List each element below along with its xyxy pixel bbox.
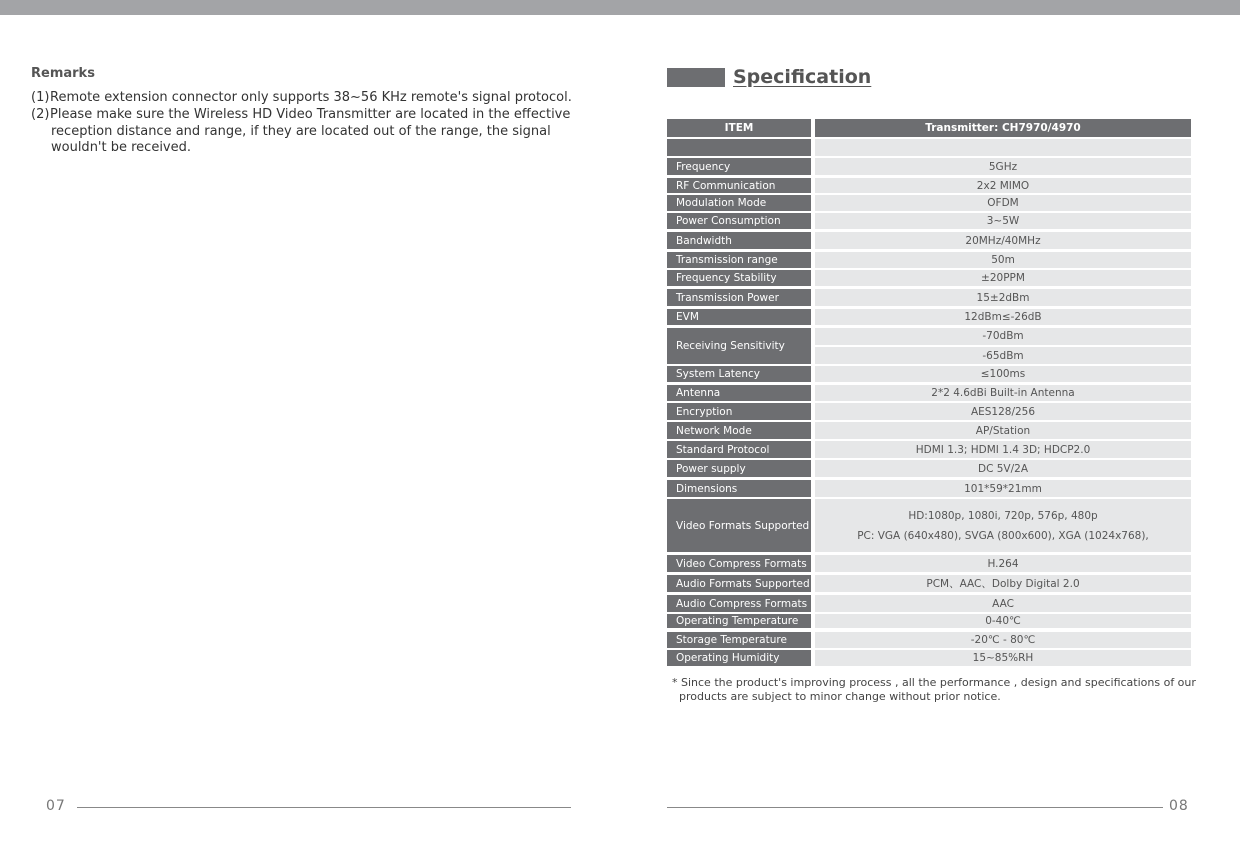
spec-label: Operating Temperature bbox=[667, 614, 811, 628]
spec-value bbox=[815, 441, 1191, 458]
spec-row bbox=[667, 328, 1192, 364]
spec-label bbox=[667, 139, 811, 156]
spec-label: Operating Humidity bbox=[667, 650, 811, 666]
spec-value bbox=[815, 632, 1191, 648]
spec-value-line: -65dBm bbox=[982, 350, 1024, 362]
remark-item-2 bbox=[31, 107, 570, 157]
spec-value-line: 15~85%RH bbox=[972, 652, 1034, 664]
spec-row bbox=[667, 595, 1192, 612]
spec-value-line: H.264 bbox=[987, 557, 1019, 570]
spec-label: Audio Compress Formats bbox=[667, 595, 811, 612]
spec-row bbox=[667, 232, 1192, 249]
page-number-right: 08 bbox=[1169, 798, 1189, 814]
spec-value bbox=[815, 650, 1191, 666]
spec-value-line: ±20PPM bbox=[981, 272, 1025, 284]
spec-label: Power Consumption bbox=[667, 213, 811, 229]
spec-value-line: HDMI 1.3; HDMI 1.4 3D; HDCP2.0 bbox=[915, 443, 1091, 456]
footer-rule-left bbox=[77, 807, 571, 808]
spec-row bbox=[667, 460, 1192, 477]
spec-row bbox=[667, 555, 1192, 572]
spec-value-line: 50m bbox=[991, 254, 1015, 266]
spec-label: Encryption bbox=[667, 403, 811, 420]
spec-title-marker bbox=[667, 68, 725, 87]
spec-value bbox=[815, 403, 1191, 420]
spec-value bbox=[815, 158, 1191, 175]
remark-line: Remote extension connector only supports 38~56 KHz remote's signal protocol. bbox=[50, 90, 572, 105]
spec-value bbox=[815, 366, 1191, 382]
spec-value bbox=[815, 178, 1191, 193]
spec-label: Power supply bbox=[667, 460, 811, 477]
spec-header-item: ITEM bbox=[667, 119, 811, 137]
spec-row bbox=[667, 480, 1192, 497]
footer-rule-right bbox=[667, 807, 1163, 808]
spec-row bbox=[667, 441, 1192, 458]
spec-value bbox=[815, 252, 1191, 268]
spec-row bbox=[667, 195, 1192, 211]
remark-line: reception distance and range, if they are located out of the range, the signal bbox=[51, 123, 551, 139]
spec-row bbox=[667, 650, 1192, 666]
spec-label: Modulation Mode bbox=[667, 195, 811, 211]
spec-label: Video Formats Supported bbox=[667, 499, 811, 552]
spec-row bbox=[667, 632, 1192, 648]
footnote bbox=[672, 676, 1202, 704]
spec-value bbox=[815, 213, 1191, 229]
spec-value bbox=[815, 385, 1191, 401]
spec-row bbox=[667, 309, 1192, 325]
spec-row bbox=[667, 403, 1192, 420]
spec-value bbox=[815, 195, 1191, 211]
remark-number: (2) bbox=[31, 107, 50, 122]
spec-value-line: 2x2 MIMO bbox=[976, 179, 1030, 192]
spec-value-line: OFDM bbox=[987, 197, 1019, 209]
spec-row bbox=[667, 289, 1192, 306]
spec-row bbox=[667, 575, 1192, 592]
spec-header-row bbox=[667, 119, 1192, 137]
spec-value bbox=[815, 480, 1191, 497]
spec-label: RF Communication bbox=[667, 178, 811, 193]
spec-label: System Latency bbox=[667, 366, 811, 382]
spec-row bbox=[667, 158, 1192, 175]
spec-value-line: -70dBm bbox=[815, 327, 1191, 347]
spec-value bbox=[815, 232, 1191, 249]
spec-label: Dimensions bbox=[667, 480, 811, 497]
spec-value bbox=[815, 309, 1191, 325]
spec-value bbox=[815, 289, 1191, 306]
spec-value-line: PC: VGA (640x480), SVGA (800x600), XGA (1024x768), bbox=[857, 529, 1149, 542]
spec-value-line: HD:1080p, 1080i, 720p, 576p, 480p bbox=[908, 509, 1098, 522]
spec-value bbox=[815, 460, 1191, 477]
spec-value-line: 2*2 4.6dBi Built-in Antenna bbox=[931, 387, 1075, 399]
spec-row bbox=[667, 614, 1192, 628]
spec-value-line: AAC bbox=[992, 597, 1014, 610]
spec-label: Frequency Stability bbox=[667, 270, 811, 286]
spec-header-value: Transmitter: CH7970/4970 bbox=[815, 119, 1191, 137]
spec-row bbox=[667, 385, 1192, 401]
spec-value-line: 20MHz/40MHz bbox=[965, 234, 1041, 247]
page-number-left: 07 bbox=[46, 798, 66, 814]
spec-value bbox=[815, 422, 1191, 439]
spec-row bbox=[667, 178, 1192, 193]
spec-value-line: 12dBm≤-26dB bbox=[964, 311, 1042, 323]
remarks-title: Remarks bbox=[31, 66, 95, 81]
spec-value bbox=[815, 139, 1191, 156]
spec-value-line: 0-40℃ bbox=[985, 615, 1021, 627]
spec-label: Video Compress Formats bbox=[667, 555, 811, 572]
spec-value bbox=[815, 328, 1191, 364]
spec-row bbox=[667, 422, 1192, 439]
spec-label: Storage Temperature bbox=[667, 632, 811, 648]
spec-value-line: AES128/256 bbox=[970, 405, 1036, 418]
spec-row bbox=[667, 366, 1192, 382]
spec-value bbox=[815, 614, 1191, 628]
spec-label: Frequency bbox=[667, 158, 811, 175]
spec-value-line: PCM、AAC、Dolby Digital 2.0 bbox=[926, 578, 1080, 590]
remark-line: Please make sure the Wireless HD Video Transmitter are located in the effective bbox=[50, 107, 571, 122]
spec-label: Audio Formats Supported bbox=[667, 575, 811, 592]
spec-value bbox=[815, 555, 1191, 572]
spec-value-line: -20℃ - 80℃ bbox=[970, 634, 1036, 646]
spec-row bbox=[667, 213, 1192, 229]
spec-value bbox=[815, 575, 1191, 592]
spec-label: Receiving Sensitivity bbox=[667, 328, 811, 364]
footnote-line: * Since the product's improving process , all the performance , design and specifications of our bbox=[672, 676, 1196, 689]
top-bar bbox=[0, 0, 1240, 15]
spec-value-line: 15±2dBm bbox=[976, 291, 1030, 304]
spec-label: Bandwidth bbox=[667, 232, 811, 249]
spec-row bbox=[667, 270, 1192, 286]
spec-value-line: 5GHz bbox=[988, 160, 1018, 173]
remark-number: (1) bbox=[31, 90, 50, 105]
spec-value-line: DC 5V/2A bbox=[977, 462, 1029, 475]
spec-value bbox=[815, 595, 1191, 612]
spec-value bbox=[815, 499, 1191, 552]
spec-label: EVM bbox=[667, 309, 811, 325]
spec-label: Standard Protocol bbox=[667, 441, 811, 458]
remark-item-1 bbox=[31, 90, 572, 107]
remark-line: wouldn't be received. bbox=[51, 140, 192, 155]
footnote-line: products are subject to minor change without prior notice. bbox=[679, 690, 1001, 703]
spec-value-line: ≤100ms bbox=[980, 368, 1026, 380]
spec-row bbox=[667, 252, 1192, 268]
spec-row bbox=[667, 499, 1192, 552]
spec-label: Antenna bbox=[667, 385, 811, 401]
spec-label: Network Mode bbox=[667, 422, 811, 439]
spec-value bbox=[815, 270, 1191, 286]
spec-value-line: 101*59*21mm bbox=[964, 482, 1042, 495]
spec-value-line: AP/Station bbox=[975, 424, 1031, 437]
spec-value-line: 3~5W bbox=[986, 215, 1020, 227]
spec-label: Transmission Power bbox=[667, 289, 811, 306]
spec-title: Specification bbox=[733, 66, 872, 88]
spec-label: Transmission range bbox=[667, 252, 811, 268]
spec-row bbox=[667, 139, 1192, 156]
